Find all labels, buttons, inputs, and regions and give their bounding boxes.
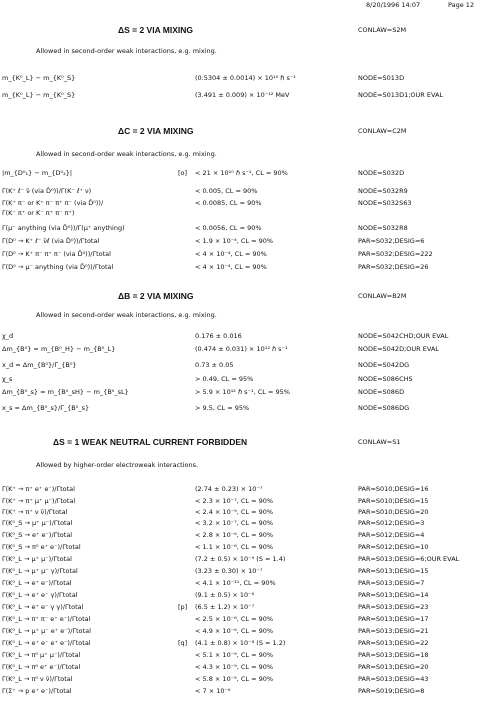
node-reference: PAR=S032;DESIG=6 [358,237,425,245]
measured-value: < 2.4 × 10⁻⁹, CL = 90% [195,508,274,516]
node-reference: PAR=S012;DESIG=4 [358,531,425,539]
data-row [0,579,489,590]
node-reference: NODE=S032R9 [358,187,408,195]
measured-value: (0.474 ± 0.031) × 10¹² ℏ s⁻¹ [195,345,288,353]
measured-value: < 7 × 10⁻⁶ [195,687,231,695]
quantity-label: χ_d [2,332,14,340]
data-row [0,675,489,686]
data-row [0,508,489,519]
measured-value: (3.491 ± 0.009) × 10⁻¹² MeV [195,91,290,99]
measured-value: < 5.8 × 10⁻⁵, CL = 90% [195,675,274,683]
measured-value: < 3.2 × 10⁻⁷, CL = 90% [195,519,274,527]
quantity-label: Γ(K⁺ π⁻ or K⁺ π⁻ π⁺ π⁻ (via D̄⁰))/ [2,199,104,207]
quantity-label: Γ(K⁰_L → μ⁺ μ⁻ γ)/Γtotal [2,567,78,575]
data-row [0,169,489,180]
data-row [0,651,489,662]
measured-value: > 9.5, CL = 95% [195,404,250,412]
quantity-label: Δm_{B⁰_s} = m_{B⁰_sH} − m_{B⁰_sL} [2,388,129,396]
quantity-label: Γ(Σ⁺ → p e⁺ e⁻)/Γtotal [2,687,72,695]
quantity-label: Γ(K⁰_L → e⁺ e⁻ γ)/Γtotal [2,591,78,599]
section-title: ΔS = 1 WEAK NEUTRAL CURRENT FORBIDDEN [53,437,248,447]
measured-value: < 1.1 × 10⁻⁶, CL = 90% [195,543,274,551]
measured-value: (0.5304 ± 0.0014) × 10¹⁰ ℏ s⁻¹ [195,74,296,82]
measured-value: (3.23 ± 0.30) × 10⁻⁷ [195,567,263,575]
section-conlaw: CONLAW=B2M [358,292,407,300]
node-reference: NODE=S042DG [358,361,410,369]
quantity-label: |m_{D⁰₁} − m_{D⁰₂}| [2,169,73,177]
quantity-label: Γ(K⁰_L → μ⁺ μ⁻)/Γtotal [2,555,72,563]
node-reference: PAR=S013;DESIG=20 [358,663,429,671]
header-page-number: Page 12 [448,1,475,9]
section-note: Allowed by higher-order electroweak interactions. [36,461,199,469]
data-row [0,375,489,386]
node-reference: PAR=S010;DESIG=15 [358,497,429,505]
section-title: ΔC = 2 VIA MIXING [118,126,194,136]
measured-value: < 2.8 × 10⁻⁶, CL = 90% [195,531,274,539]
node-reference: PAR=S013;DESIG=6;OUR EVAL [358,555,460,563]
quantity-label: x_s = Δm_{B⁰_s}/Γ_{B⁰_s} [2,404,90,412]
data-row [0,187,489,198]
data-row [0,345,489,356]
quantity-label: Γ(K⁺ → π⁺ μ⁺ μ⁻)/Γtotal [2,497,76,505]
data-row [0,361,489,372]
data-row [0,519,489,530]
quantity-label: Γ(K⁰_L → e⁺ e⁻ e⁺ e⁻)/Γtotal [2,639,91,647]
section-title: ΔB = 2 VIA MIXING [118,291,194,301]
footnote-flag: [q] [178,639,188,647]
quantity-label: Γ(K⁰_L → π⁰ e⁺ e⁻)/Γtotal [2,663,81,671]
data-row [0,663,489,674]
footnote-flag: [o] [178,169,188,177]
quantity-label: Γ(K⁺ → π⁺ ν ν̄)/Γtotal [2,508,68,516]
quantity-label: Γ(K⁰_S → μ⁺ μ⁻)/Γtotal [2,519,73,527]
node-reference: PAR=S013;DESIG=17 [358,615,429,623]
data-row [0,497,489,508]
node-reference: PAR=S032;DESIG=26 [358,263,429,271]
node-reference: PAR=S010;DESIG=16 [358,485,429,493]
quantity-label: Γ(K⁰_L → μ⁺ μ⁻ e⁺ e⁻)/Γtotal [2,627,91,635]
measured-value: < 21 × 10¹⁰ ℏ s⁻¹, CL = 90% [195,169,288,177]
node-reference: PAR=S013;DESIG=22 [358,639,429,647]
node-reference: PAR=S013;DESIG=18 [358,651,429,659]
data-row [0,531,489,542]
node-reference: NODE=S042D;OUR EVAL [358,345,439,353]
data-row [0,91,489,102]
node-reference: NODE=S032R8 [358,224,408,232]
data-row [0,237,489,248]
node-reference: PAR=S013;DESIG=23 [358,603,429,611]
quantity-label: Γ(K⁰_L → π⁰ μ⁺ μ⁻)/Γtotal [2,651,81,659]
measured-value: (6.5 ± 1.2) × 10⁻⁷ [195,603,255,611]
measured-value: (9.1 ± 0.5) × 10⁻⁶ [195,591,255,599]
measured-value: 0.176 ± 0.016 [195,332,242,340]
data-row [0,591,489,602]
node-reference: PAR=S012;DESIG=10 [358,543,429,551]
quantity-label: m_{K⁰_L} − m_{K⁰_S} [2,74,76,82]
measured-value: > 5.9 × 10¹² ℏ s⁻¹, CL = 95% [195,388,290,396]
quantity-label: Δm_{B⁰} = m_{B⁰_H} − m_{B⁰_L} [2,345,116,353]
node-reference: PAR=S032;DESIG=222 [358,250,433,258]
node-reference: PAR=S013;DESIG=7 [358,579,425,587]
data-row [0,263,489,274]
section-conlaw: CONLAW=S2M [358,26,407,34]
quantity-label: Γ(K⁰_L → e⁺ e⁻ γ γ)/Γtotal [2,603,84,611]
data-row [0,388,489,399]
section-title: ΔS = 2 VIA MIXING [118,25,193,35]
quantity-label: χ_s [2,375,13,383]
quantity-label: Γ(K⁰_S → e⁺ e⁻)/Γtotal [2,531,73,539]
quantity-label: Γ(D⁰ → K⁺ ℓ⁻ ν̄ℓ (via D̄⁰))/Γtotal [2,237,100,245]
node-reference: NODE=S086DG [358,404,410,412]
measured-value: 0.73 ± 0.05 [195,361,234,369]
quantity-label: x_d = Δm_{B⁰}/Γ_{B⁰} [2,361,77,369]
measured-value: (7.2 ± 0.5) × 10⁻⁹ (S = 1.4) [195,555,286,563]
node-reference: NODE=S013D1;OUR EVAL [358,91,444,99]
quantity-label: Γ(D⁰ → K⁺ π⁻ π⁺ π⁻ (via D̄⁰))/Γtotal [2,250,111,258]
section-note: Allowed in second-order weak interactions, e.g. mixing. [36,311,217,319]
node-reference: NODE=S086D [358,388,405,396]
data-row [0,250,489,261]
data-row [0,209,489,220]
section-note: Allowed in second-order weak interactions, e.g. mixing. [36,47,217,55]
data-row [0,639,489,650]
node-reference: PAR=S013;DESIG=43 [358,675,429,683]
measured-value: < 4.1 × 10⁻¹¹, CL = 90% [195,579,276,587]
measured-value: < 0.0085, CL = 90% [195,199,262,207]
measured-value: < 1.9 × 10⁻⁴, CL = 90% [195,237,274,245]
quantity-label: Γ(K⁰_S → π⁰ e⁺ e⁻)/Γtotal [2,543,81,551]
node-reference: PAR=S013;DESIG=14 [358,591,429,599]
measured-value: < 0.0056, CL = 90% [195,224,262,232]
node-reference: NODE=S086CHS [358,375,413,383]
quantity-label: Γ(K⁰_L → π⁰ ν ν̄)/Γtotal [2,675,73,683]
data-row [0,404,489,415]
measured-value: (2.74 ± 0.23) × 10⁻⁷ [195,485,263,493]
node-reference: PAR=S012;DESIG=3 [358,519,425,527]
section-conlaw: CONLAW=S1 [358,438,401,446]
measured-value: < 2.5 × 10⁻⁶, CL = 90% [195,615,274,623]
measured-value: > 0.49, CL = 95% [195,375,254,383]
measured-value: < 4.9 × 10⁻⁶, CL = 90% [195,627,274,635]
node-reference: NODE=S042CHD;OUR EVAL [358,332,449,340]
data-row [0,74,489,85]
data-row [0,627,489,638]
measured-value: < 0.005, CL = 90% [195,187,258,195]
node-reference: PAR=S010;DESIG=20 [358,508,429,516]
data-row [0,603,489,614]
data-row [0,543,489,554]
node-reference: NODE=S032D [358,169,405,177]
node-reference: PAR=S013;DESIG=21 [358,627,429,635]
section-conlaw: CONLAW=C2M [358,127,407,135]
data-row [0,224,489,235]
quantity-label: Γ(K⁰_L → π⁺ π⁻ e⁺ e⁻)/Γtotal [2,615,91,623]
measured-value: < 4 × 10⁻⁴, CL = 90% [195,250,267,258]
quantity-label: Γ(D⁰ → μ⁻ anything (via D̄⁰))/Γtotal [2,263,114,271]
quantity-label: m_{K⁰_L} − m_{K⁰_S} [2,91,76,99]
data-row [0,485,489,496]
measured-value: < 4.3 × 10⁻⁹, CL = 90% [195,663,274,671]
measured-value: < 5.1 × 10⁻⁹, CL = 90% [195,651,274,659]
footnote-flag: [p] [178,603,188,611]
data-row [0,555,489,566]
node-reference: PAR=S013;DESIG=15 [358,567,429,575]
node-reference: NODE=S013D [358,74,405,82]
data-row [0,332,489,343]
quantity-label: Γ(K⁺ → π⁺ e⁺ e⁻)/Γtotal [2,485,75,493]
node-reference: NODE=S032S63 [358,199,412,207]
data-row [0,615,489,626]
quantity-label: Γ(μ⁻ anything (via D̄⁰))/Γ(μ⁺ anything) [2,224,125,232]
header-date: 8/20/1996 14:07 [366,1,421,9]
data-row [0,567,489,578]
quantity-label: Γ(K⁺ ℓ⁻ ν̄ (via D̄⁰))/Γ(K⁻ ℓ⁺ ν) [2,187,92,195]
measured-value: < 2.3 × 10⁻⁷, CL = 90% [195,497,274,505]
measured-value: < 4 × 10⁻⁴, CL = 90% [195,263,267,271]
measured-value: (4.1 ± 0.8) × 10⁻⁸ (S = 1.2) [195,639,286,647]
node-reference: PAR=S019;DESIG=8 [358,687,425,695]
data-row [0,687,489,698]
quantity-label: Γ(K⁰_L → e⁺ e⁻)/Γtotal [2,579,72,587]
quantity-label: Γ(K⁻ π⁺ or K⁻ π⁺ π⁻ π⁺) [2,209,75,217]
section-note: Allowed in second-order weak interactions, e.g. mixing. [36,150,217,158]
